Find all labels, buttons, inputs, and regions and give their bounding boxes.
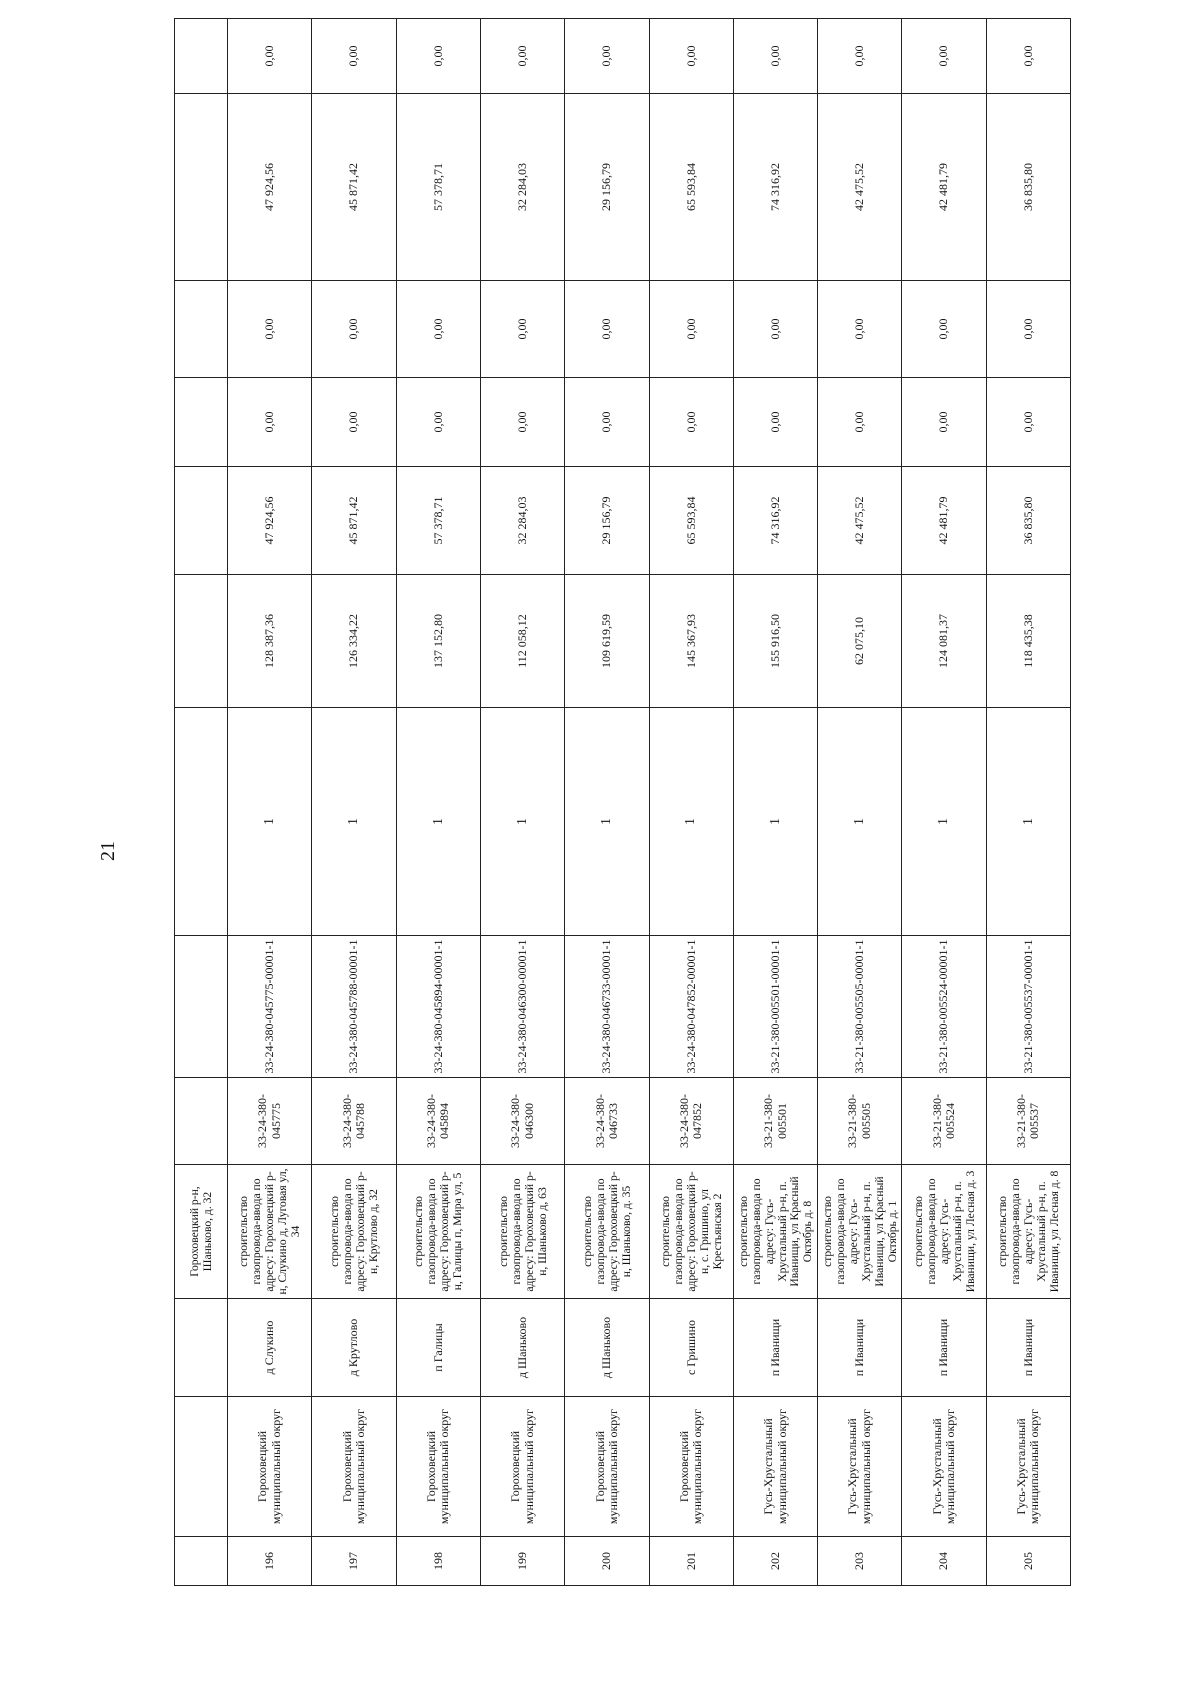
zero-value-cell: 0,00 [565,19,649,94]
full-code-cell: 33-24-380-047852-00001-1 [649,936,733,1078]
amount-cell: 45 871,42 [312,467,396,575]
table-row [902,19,986,1586]
zero-value-cell: 0,00 [649,19,733,94]
object-code-cell: 33-24-380-046733 [565,1078,649,1165]
page-number: 21 [97,841,119,861]
district-cell: Гусь-Хрустальный муниципальный округ [986,1397,1070,1537]
row-number-cell: 198 [396,1537,480,1586]
zero-value-cell: 0,00 [228,281,312,378]
table-row [481,19,565,1586]
quantity-cell: 1 [733,708,817,936]
amount-cell: 65 593,84 [649,467,733,575]
table-continuation-row [175,19,228,1586]
quantity-cell: 1 [312,708,396,936]
full-code-cell: 33-21-380-005524-00001-1 [902,936,986,1078]
amount-repeat-cell: 29 156,79 [565,94,649,281]
total-cost-cell: 145 367,93 [649,575,733,708]
zero-value-cell: 0,00 [228,378,312,467]
object-code-cell: 33-24-380-045775 [228,1078,312,1165]
quantity-cell: 1 [986,708,1070,936]
zero-value-cell: 0,00 [733,281,817,378]
object-code-cell: 33-24-380-045894 [396,1078,480,1165]
zero-value-cell: 0,00 [312,19,396,94]
settlement-cell: п Иванищи [818,1299,902,1397]
zero-value-cell: 0,00 [733,378,817,467]
zero-value-cell: 0,00 [565,281,649,378]
object-description-cell: строительство газопровода-ввода по адресу: Гусь-Хрустальный р-н, п. Иванищи, ул Красный Октябрь д. 8 [733,1165,817,1299]
cell [175,936,228,1078]
quantity-cell: 1 [902,708,986,936]
row-number-cell: 205 [986,1537,1070,1586]
object-code-cell: 33-24-380-046300 [481,1078,565,1165]
settlement-cell: п Иванищи [902,1299,986,1397]
full-code-cell: 33-24-380-045894-00001-1 [396,936,480,1078]
cell [175,19,228,94]
full-code-cell: 33-21-380-005537-00001-1 [986,936,1070,1078]
zero-value-cell: 0,00 [986,281,1070,378]
amount-cell: 42 481,79 [902,467,986,575]
row-number-cell: 204 [902,1537,986,1586]
district-cell: Гороховецкий муниципальный округ [228,1397,312,1537]
total-cost-cell: 62 075,10 [818,575,902,708]
amount-repeat-cell: 42 481,79 [902,94,986,281]
table-row [312,19,396,1586]
amount-cell: 74 316,92 [733,467,817,575]
total-cost-cell: 155 916,50 [733,575,817,708]
district-cell: Гусь-Хрустальный муниципальный округ [733,1397,817,1537]
total-cost-cell: 137 152,80 [396,575,480,708]
cell [175,94,228,281]
object-description-cell: строительство газопровода-ввода по адресу: Гороховецкий р-н, Шаньково, д. 35 [565,1165,649,1299]
total-cost-cell: 118 435,38 [986,575,1070,708]
cell [175,378,228,467]
zero-value-cell: 0,00 [986,19,1070,94]
settlement-cell: д Шаньково [481,1299,565,1397]
object-description-cell: строительство газопровода-ввода по адресу: Гусь-Хрустальный р-н, п. Иванищи, ул Красный Октябрь д. 1 [818,1165,902,1299]
zero-value-cell: 0,00 [565,378,649,467]
amount-repeat-cell: 57 378,71 [396,94,480,281]
amount-cell: 42 475,52 [818,467,902,575]
quantity-cell: 1 [818,708,902,936]
zero-value-cell: 0,00 [986,378,1070,467]
cell [175,1299,228,1397]
settlement-cell: д Шаньково [565,1299,649,1397]
amount-cell: 32 284,03 [481,467,565,575]
full-code-cell: 33-21-380-005501-00001-1 [733,936,817,1078]
row-number-cell: 201 [649,1537,733,1586]
district-cell: Гусь-Хрустальный муниципальный округ [902,1397,986,1537]
amount-cell: 47 924,56 [228,467,312,575]
zero-value-cell: 0,00 [649,281,733,378]
object-code-cell: 33-21-380-005524 [902,1078,986,1165]
table-row [733,19,817,1586]
total-cost-cell: 128 387,36 [228,575,312,708]
zero-value-cell: 0,00 [902,281,986,378]
row-number-cell: 197 [312,1537,396,1586]
zero-value-cell: 0,00 [396,19,480,94]
cell [175,1537,228,1586]
district-cell: Гороховецкий муниципальный округ [565,1397,649,1537]
zero-value-cell: 0,00 [818,378,902,467]
total-cost-cell: 126 334,22 [312,575,396,708]
object-description-cell: строительство газопровода-ввода по адресу: Гусь-Хрустальный р-н, п. Иванищи, ул Лесная д. 8 [986,1165,1070,1299]
row-number-cell: 196 [228,1537,312,1586]
zero-value-cell: 0,00 [902,19,986,94]
zero-value-cell: 0,00 [818,281,902,378]
zero-value-cell: 0,00 [481,378,565,467]
rotated-table-container [174,45,1071,1586]
total-cost-cell: 109 619,59 [565,575,649,708]
district-cell: Гороховецкий муниципальный округ [396,1397,480,1537]
object-code-cell: 33-24-380-045788 [312,1078,396,1165]
table-row [649,19,733,1586]
total-cost-cell: 124 081,37 [902,575,986,708]
object-code-cell: 33-21-380-005501 [733,1078,817,1165]
district-cell: Гусь-Хрустальный муниципальный округ [818,1397,902,1537]
row-number-cell: 202 [733,1537,817,1586]
quantity-cell: 1 [228,708,312,936]
quantity-cell: 1 [481,708,565,936]
zero-value-cell: 0,00 [396,378,480,467]
zero-value-cell: 0,00 [228,19,312,94]
amount-repeat-cell: 65 593,84 [649,94,733,281]
amount-repeat-cell: 74 316,92 [733,94,817,281]
district-cell: Гороховецкий муниципальный округ [312,1397,396,1537]
cell [175,575,228,708]
zero-value-cell: 0,00 [396,281,480,378]
object-description-cell: строительство газопровода-ввода по адресу: Гороховецкий р-н, Шаньково д, 63 [481,1165,565,1299]
amount-repeat-cell: 47 924,56 [228,94,312,281]
table-row [228,19,312,1586]
object-code-cell: 33-24-380-047852 [649,1078,733,1165]
row-number-cell: 199 [481,1537,565,1586]
quantity-cell: 1 [565,708,649,936]
amount-repeat-cell: 36 835,80 [986,94,1070,281]
cell [175,281,228,378]
table-row [986,19,1070,1586]
register-table [174,18,1071,1586]
settlement-cell: д Крутлово [312,1299,396,1397]
cell [175,708,228,936]
amount-repeat-cell: 42 475,52 [818,94,902,281]
zero-value-cell: 0,00 [733,19,817,94]
amount-cell: 29 156,79 [565,467,649,575]
amount-repeat-cell: 32 284,03 [481,94,565,281]
table-row [565,19,649,1586]
zero-value-cell: 0,00 [649,378,733,467]
table-body [175,19,1071,1586]
zero-value-cell: 0,00 [312,378,396,467]
object-code-cell: 33-21-380-005505 [818,1078,902,1165]
settlement-cell: д Слукино [228,1299,312,1397]
table-row [818,19,902,1586]
object-description-cell: строительство газопровода-ввода по адресу: Гороховецкий р-н, Галицы п, Мира ул, 5 [396,1165,480,1299]
cell [175,1397,228,1537]
table-row [396,19,480,1586]
quantity-cell: 1 [649,708,733,936]
quantity-cell: 1 [396,708,480,936]
object-description-cell: строительство газопровода-ввода по адресу: Гусь-Хрустальный р-н, п. Иванищи, ул Лесная д. 3 [902,1165,986,1299]
cell [175,1078,228,1165]
row-number-cell: 203 [818,1537,902,1586]
zero-value-cell: 0,00 [481,19,565,94]
full-code-cell: 33-24-380-045788-00001-1 [312,936,396,1078]
object-description-cell: строительство газопровода-ввода по адресу: Гороховецкий р-н, Слукино д, Луговая ул, 34 [228,1165,312,1299]
district-cell: Гороховецкий муниципальный округ [649,1397,733,1537]
district-cell: Гороховецкий муниципальный округ [481,1397,565,1537]
full-code-cell: 33-24-380-046300-00001-1 [481,936,565,1078]
amount-repeat-cell: 45 871,42 [312,94,396,281]
object-description-cell: строительство газопровода-ввода по адресу: Гороховецкий р-н, Крутлово д, 32 [312,1165,396,1299]
total-cost-cell: 112 058,12 [481,575,565,708]
settlement-cell: п Иванищи [733,1299,817,1397]
zero-value-cell: 0,00 [818,19,902,94]
cell [175,467,228,575]
zero-value-cell: 0,00 [481,281,565,378]
full-code-cell: 33-24-380-045775-00001-1 [228,936,312,1078]
settlement-cell: п Иванищи [986,1299,1070,1397]
amount-cell: 57 378,71 [396,467,480,575]
amount-cell: 36 835,80 [986,467,1070,575]
full-code-cell: 33-24-380-046733-00001-1 [565,936,649,1078]
object-description-cell: строительство газопровода-ввода по адресу: Гороховецкий р-н, с. Гришино, ул Крестьянская 2 [649,1165,733,1299]
full-code-cell: 33-21-380-005505-00001-1 [818,936,902,1078]
continuation-address-cell: Гороховецкий р-н, Шаньково, д. 32 [175,1165,228,1299]
settlement-cell: с Гришино [649,1299,733,1397]
row-number-cell: 200 [565,1537,649,1586]
object-code-cell: 33-21-380-005537 [986,1078,1070,1165]
zero-value-cell: 0,00 [312,281,396,378]
zero-value-cell: 0,00 [902,378,986,467]
settlement-cell: п Галицы [396,1299,480,1397]
